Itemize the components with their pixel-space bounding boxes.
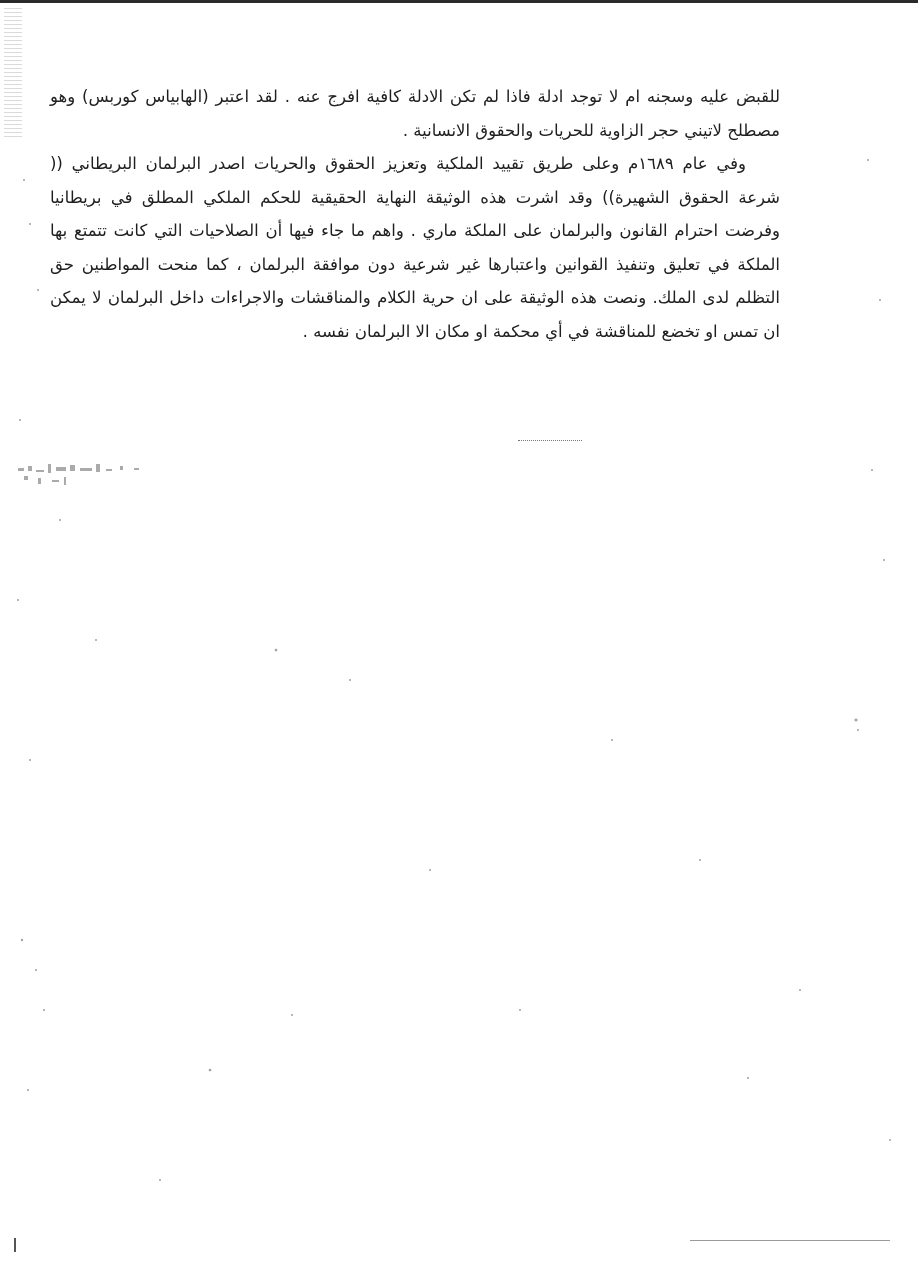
smudge-mark <box>16 458 166 498</box>
bottom-edge-rule <box>690 1240 890 1241</box>
bottom-scan-mark <box>14 1238 24 1252</box>
top-edge-rule <box>0 0 918 3</box>
paragraph-1: للقبض عليه وسجنه ام لا توجد ادلة فاذا لم تكن الادلة كافية افرج عنه . لقد اعتبر (الهابياس كوربس) وهو مصطلح لاتيني حجر الزاوية للحريات والحقوق الانسانية . <box>50 87 780 140</box>
left-scan-edge <box>4 8 22 138</box>
section-separator <box>518 440 582 441</box>
paragraph-2: وفي عام ١٦٨٩م وعلى طريق تقييد الملكية وتعزيز الحقوق والحريات اصدر البرلمان البريطاني (( شرعة الحقوق الشهيرة)) وقد اشرت هذه الوثيقة النهاية الحقيقية للحكم الملكي المطلق في بريطانيا وفرضت احترام القانون والبرلمان على الملكة ماري . واهم ما جاء فيها أن الصلاحيات التي كانت تتمتع بها الملكة في تعليق وتنفيذ القوانين واعتبارها غير شرعية دون موافقة البرلمان ، كما منحت المواطنين حق التظلم لدى الملك. ونصت هذه الوثيقة على ان حرية الكلام والمناقشات والاجراءات داخل البرلمان لا يمكن ان تمس او تخضع للمناقشة في أي محكمة او مكان الا البرلمان نفسه . <box>50 154 780 341</box>
document-body <box>50 80 780 348</box>
